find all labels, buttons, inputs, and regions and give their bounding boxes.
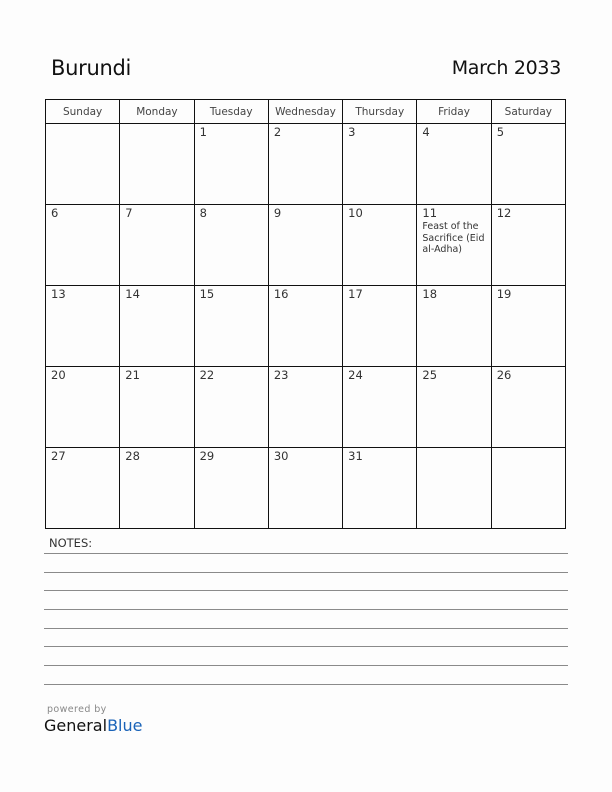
day-number: 1 [199,125,207,139]
weekday-header: Friday [417,100,491,124]
day-number: 28 [125,449,140,463]
day-number: 12 [496,206,512,220]
brand-general: General [44,716,108,735]
day-cell [343,124,417,205]
notes-line [44,609,568,610]
day-cell [491,286,565,367]
day-cell [491,448,565,529]
weekday-header: Thursday [343,100,417,124]
day-number: 2 [273,125,282,139]
notes-line [44,590,568,591]
day-cell [417,367,491,448]
day-number: 7 [125,206,133,220]
day-number: 13 [51,287,66,301]
day-number: 15 [199,287,215,301]
day-number: 30 [273,449,289,463]
day-number: 24 [348,368,363,382]
day-number: 31 [348,449,363,463]
day-number: 11 [422,206,438,220]
day-number: 25 [422,368,438,382]
day-cell [194,124,268,205]
weekday-header: Sunday [46,100,120,124]
weekday-header-row [46,100,566,124]
powered-by-text: powered by [47,704,107,715]
day-number: 5 [496,125,505,139]
day-cell [120,205,194,286]
notes-line [44,665,568,666]
weekday-header: Monday [120,100,194,124]
day-number: 14 [125,287,140,301]
notes-line [44,646,568,647]
day-number: 9 [273,206,282,220]
day-number: 4 [422,125,430,139]
notes-line [44,684,568,685]
notes-line [44,628,568,629]
day-cell [343,205,417,286]
day-cell [417,286,491,367]
day-cell [120,448,194,529]
day-cell [194,448,268,529]
day-cell [491,367,565,448]
day-cell [343,367,417,448]
week-row [46,286,566,367]
weekday-header: Wednesday [268,100,342,124]
month-year-title: March 2033 [451,57,561,79]
day-cell [417,124,491,205]
day-cell [120,367,194,448]
calendar-grid [45,99,566,529]
day-number: 22 [199,368,215,382]
day-number: 8 [199,206,207,220]
day-number: 18 [422,287,438,301]
day-number: 19 [496,287,512,301]
day-cell [343,286,417,367]
day-cell [46,448,120,529]
day-cell [120,286,194,367]
day-cell [343,448,417,529]
day-cell [194,286,268,367]
notes-line [44,553,568,554]
day-cell [120,124,194,205]
day-cell [491,124,565,205]
day-cell [491,205,565,286]
notes-line [44,572,568,573]
day-number: 3 [348,125,356,139]
day-number: 10 [348,206,363,220]
week-row [46,124,566,205]
day-number: 6 [51,206,59,220]
week-row [46,448,566,529]
week-row [46,205,566,286]
day-number: 17 [348,287,363,301]
notes-label: NOTES: [49,536,93,550]
weekday-header: Tuesday [194,100,268,124]
generalblue-logo [44,716,142,735]
day-number: 16 [273,287,289,301]
day-cell [194,205,268,286]
brand-blue: Blue [107,716,143,735]
day-number: 21 [125,368,140,382]
week-row [46,367,566,448]
day-cell [268,286,342,367]
day-cell [46,124,120,205]
day-cell [268,124,342,205]
day-cell [268,205,342,286]
day-number: 27 [51,449,66,463]
day-number: 26 [496,368,512,382]
day-number: 29 [199,449,215,463]
day-cell [268,367,342,448]
day-number: 20 [51,368,66,382]
day-cell [194,367,268,448]
day-cell [417,448,491,529]
day-cell [417,205,491,286]
day-number: 23 [273,368,289,382]
day-cell [46,286,120,367]
holiday-event: Feast of the Sacrifice (Eid al-Adha) [422,221,485,255]
country-title: Burundi [51,56,132,80]
day-cell [268,448,342,529]
weekday-header: Saturday [491,100,565,124]
day-cell [46,367,120,448]
day-cell [46,205,120,286]
